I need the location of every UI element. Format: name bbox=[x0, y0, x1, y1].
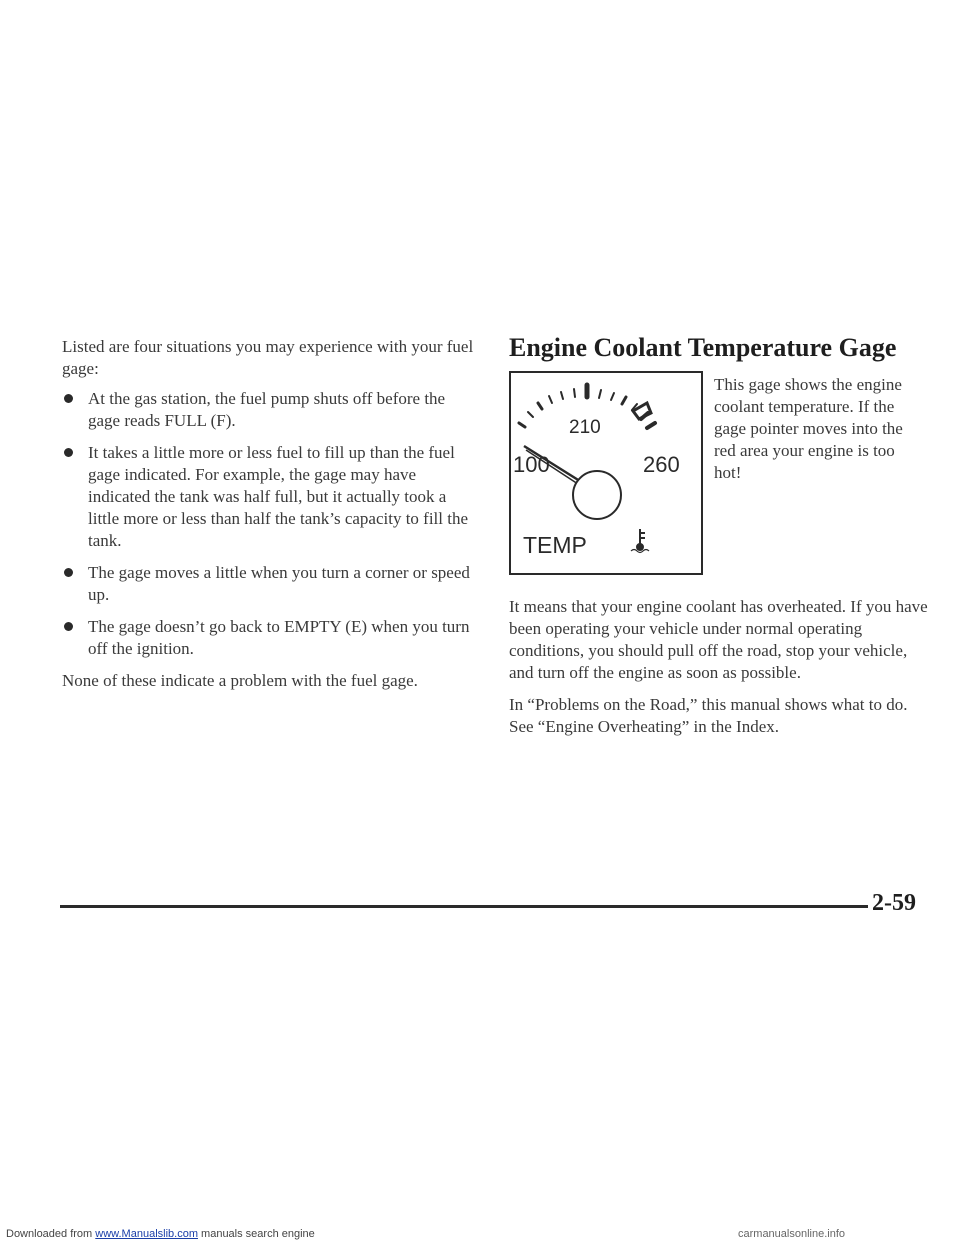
gauge-dial-icon bbox=[511, 373, 701, 573]
section-title: Engine Coolant Temperature Gage bbox=[509, 333, 897, 362]
download-watermark bbox=[6, 1228, 315, 1240]
gauge-label-high: 260 bbox=[643, 452, 680, 477]
intro-paragraph: Listed are four situations you may experience with your fuel gage: bbox=[62, 337, 474, 378]
list-item bbox=[62, 442, 480, 552]
reference-paragraph: In “Problems on the Road,” this manual shows what to do. See “Engine Overheating” in the Index. bbox=[509, 695, 908, 736]
site-watermark: carmanualsonline.info bbox=[738, 1228, 846, 1240]
situation-list bbox=[62, 388, 480, 660]
gauge-label-name: TEMP bbox=[523, 532, 587, 558]
gauge-label-low: 100 bbox=[513, 452, 550, 477]
bullet-icon bbox=[64, 448, 73, 457]
list-item bbox=[62, 388, 480, 432]
gauge-description-text: This gage shows the engine coolant temperature. If the gage pointer moves into the red area your engine is too hot! bbox=[714, 375, 903, 482]
list-item bbox=[62, 616, 480, 660]
footer-rule-end bbox=[846, 905, 868, 908]
list-item bbox=[62, 562, 480, 606]
list-item-text: At the gas station, the fuel pump shuts off before the gage reads FULL (F). bbox=[88, 389, 446, 430]
thermometer-icon bbox=[631, 529, 649, 553]
footer-rule bbox=[60, 905, 846, 908]
left-column bbox=[62, 336, 480, 700]
bullet-icon bbox=[64, 394, 73, 403]
watermark-link[interactable]: www.Manualslib.com bbox=[95, 1228, 198, 1240]
bullet-icon bbox=[64, 568, 73, 577]
list-item-text: The gage moves a little when you turn a corner or speed up. bbox=[88, 563, 470, 604]
page-number: 2-59 bbox=[872, 890, 916, 916]
list-item-text: It takes a little more or less fuel to fill up than the fuel gage indicated. For example, the gage may have indicated the tank was half full, but it actually took a little more or less than half the tank’s capacity to fill the tank. bbox=[88, 443, 469, 550]
right-column-body bbox=[509, 596, 929, 748]
gauge-description bbox=[714, 374, 924, 484]
closing-paragraph: None of these indicate a problem with the fuel gage. bbox=[62, 671, 418, 690]
temperature-gauge-illustration bbox=[509, 371, 703, 575]
list-item-text: The gage doesn’t go back to EMPTY (E) when you turn off the ignition. bbox=[88, 617, 470, 658]
watermark-prefix: Downloaded from bbox=[6, 1228, 96, 1240]
overheat-paragraph: It means that your engine coolant has overheated. If you have been operating your vehicle under normal operating conditions, you should pull off the road, stop your vehicle, and turn off the engine as soon as possible. bbox=[509, 597, 928, 682]
watermark-suffix: manuals search engine bbox=[197, 1228, 315, 1240]
gauge-label-mid: 210 bbox=[569, 417, 601, 438]
bullet-icon bbox=[64, 622, 73, 631]
